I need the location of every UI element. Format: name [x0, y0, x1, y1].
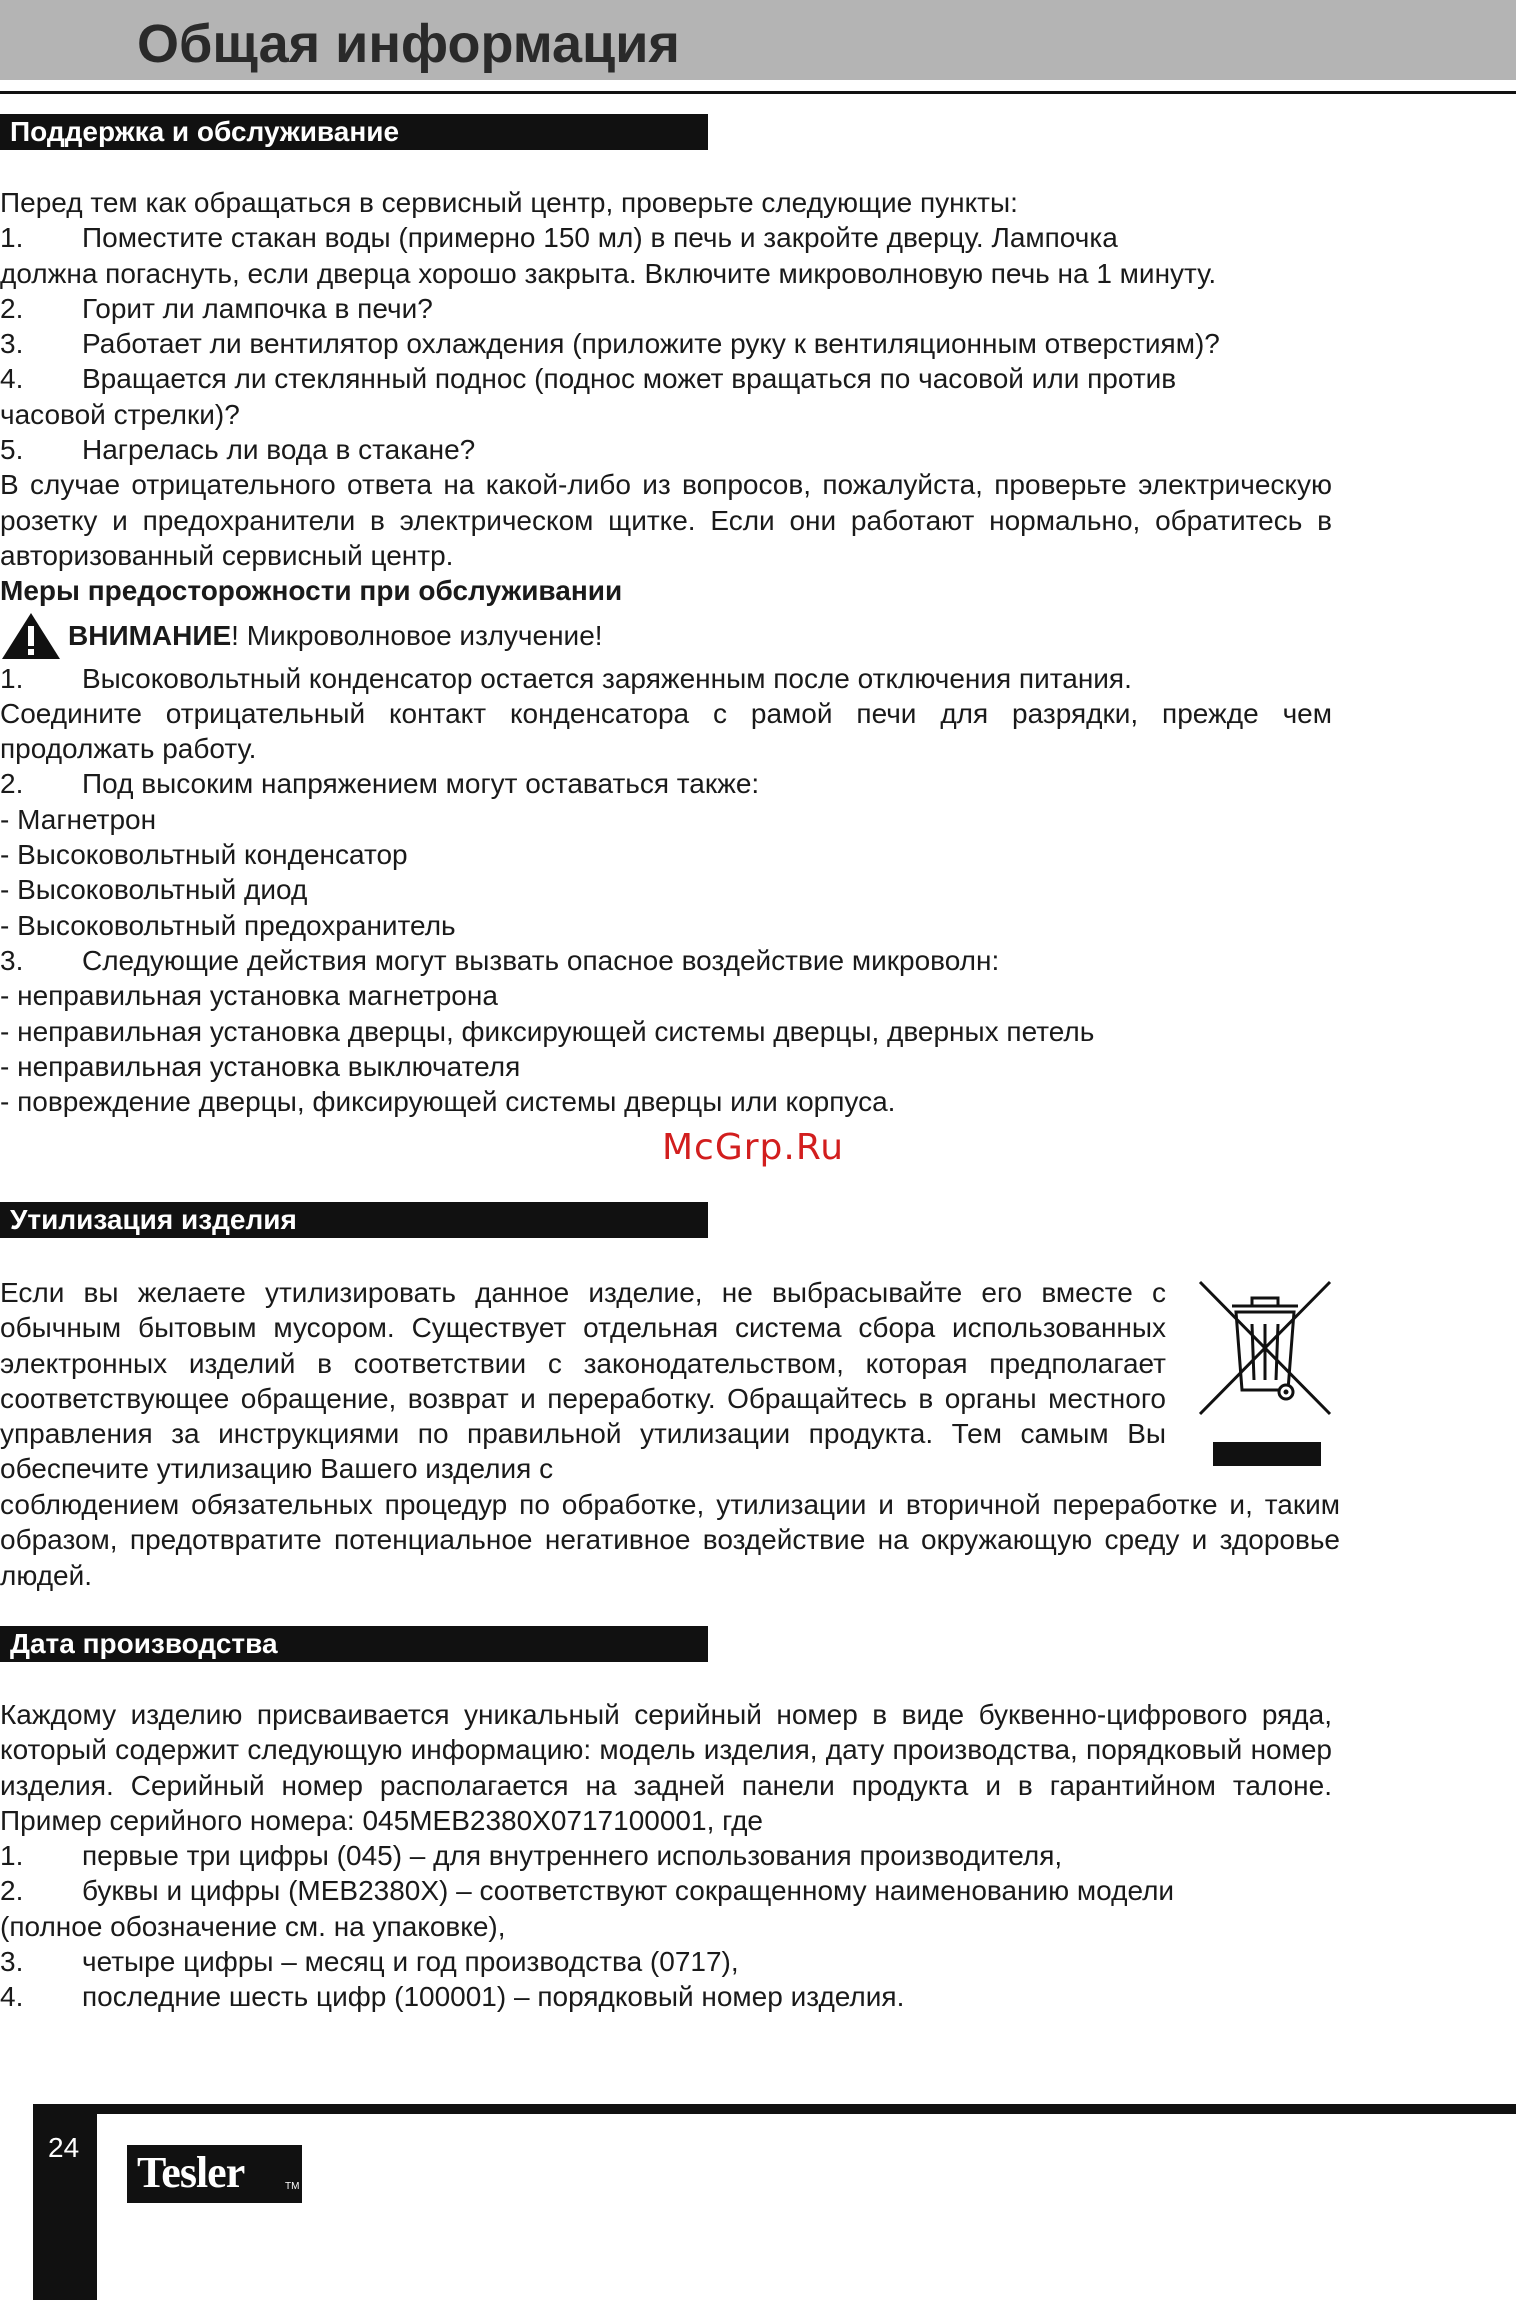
disposal-text: Если вы желаете утилизировать данное изделие, не выбрасывайте его вместе с обычным бытовым мусором. Существует отдельная система сбора использованных электронных изделий в соответствии с законодательством, которая предполагает соответствующее обращение, возврат и переработку. Обращайтесь в органы местного управления за инструкциями по правильной утилизации продукта. Тем самым Вы обеспечите утилизацию Вашего изделия с: [0, 1277, 1166, 1485]
item-number: 2.: [0, 1875, 24, 1907]
production-content: [0, 1697, 1332, 2015]
production-intro: Каждому изделию присваивается уникальный серийный номер в виде буквенно-цифрового ряда, который содержит следующую информацию: модель изделия, дату производства, порядковый номер изделия. Серийный номер располагается на задней панели продукта и в гарантийном талоне. Пример серийного номера: 045MEB2380X0717100001, где: [0, 1699, 1332, 1836]
danger-list-item: - неправильная установка выключателя: [0, 1050, 521, 1082]
list-item: [0, 220, 1332, 291]
list-item: [0, 1873, 1332, 1944]
logo-trademark: TM: [285, 2181, 300, 2192]
item-text: Под высоким напряжением могут оставаться также:: [82, 768, 760, 800]
list-item: [0, 1979, 1332, 2014]
list-item: [0, 766, 1332, 801]
list-item: [0, 661, 1332, 767]
item-text: Поместите стакан воды (примерно 150 мл) в печь и закройте дверцу. Лампочка: [82, 222, 1118, 254]
section-heading-support: Поддержка и обслуживание: [0, 114, 708, 150]
list-item: [0, 943, 1332, 978]
item-text: Высоковольтный конденсатор остается заряженным после отключения питания.: [82, 662, 1132, 694]
weee-bar: [1213, 1442, 1321, 1466]
item-number: 1.: [0, 1840, 24, 1872]
danger-list-item: - неправильная установка дверцы, фиксирующей системы дверцы, дверных петель: [0, 1015, 1095, 1047]
list-item: [0, 326, 1350, 361]
item-number: 5.: [0, 434, 24, 466]
watermark: McGrp.Ru: [662, 1127, 845, 1168]
item-text: Вращается ли стеклянный поднос (поднос может вращаться по часовой или против: [82, 363, 1177, 395]
support-outro: В случае отрицательного ответа на какой-либо из вопросов, пожалуйста, проверьте электрическую розетку и предохранители в электрическом щитке. Если они работают нормально, обратитесь в авторизованный сервисный центр.: [0, 469, 1332, 571]
hv-list-item: - Высоковольтный диод: [0, 874, 308, 906]
item-number: 3.: [0, 328, 24, 360]
support-content: [0, 185, 1332, 1119]
brand-logo: [127, 2145, 302, 2203]
section-heading-disposal: Утилизация изделия: [0, 1202, 708, 1238]
warning-text: ! Микроволновое излучение!: [231, 619, 603, 651]
list-item: [0, 1838, 1332, 1873]
item-text: четыре цифры – месяц и год производства (0717),: [82, 1946, 739, 1978]
page-title: Общая информация: [137, 14, 680, 74]
precautions-heading: Меры предосторожности при обслуживании: [0, 575, 623, 607]
item-number: 3.: [0, 944, 24, 976]
page-number: 24: [48, 2132, 80, 2163]
list-item: [0, 291, 1332, 326]
crossed-out-wheelie-bin-icon: [1196, 1278, 1334, 1418]
item-continuation: Соедините отрицательный контакт конденсатора с рамой печи для разрядки, прежде чем продолжать работу.: [0, 697, 1332, 765]
item-text: Нагрелась ли вода в стакане?: [82, 434, 476, 466]
item-text: последние шесть цифр (100001) – порядковый номер изделия.: [82, 1981, 905, 2013]
item-number: 1.: [0, 222, 24, 254]
logo-text: Tesler: [137, 2148, 245, 2197]
hv-list-item: - Магнетрон: [0, 803, 157, 835]
item-text: Следующие действия могут вызвать опасное воздействие микроволн:: [82, 944, 1000, 976]
item-number: 4.: [0, 363, 24, 395]
warning-line: [0, 611, 1332, 661]
item-continuation: часовой стрелки)?: [0, 398, 240, 430]
hv-list-item: - Высоковольтный предохранитель: [0, 909, 456, 941]
item-continuation: (полное обозначение см. на упаковке),: [0, 1910, 506, 1942]
support-intro: Перед тем как обращаться в сервисный центр, проверьте следующие пункты:: [0, 187, 1018, 218]
list-item: [0, 361, 1332, 432]
item-number: 3.: [0, 1946, 24, 1978]
item-continuation: должна погаснуть, если дверца хорошо закрыта. Включите микроволновую печь на 1 минуту.: [0, 257, 1217, 289]
item-number: 1.: [0, 662, 24, 694]
item-number: 2.: [0, 292, 24, 324]
danger-list-item: - повреждение дверцы, фиксирующей системы дверцы или корпуса.: [0, 1086, 896, 1118]
footer-rule: [33, 2104, 1516, 2114]
item-text: первые три цифры (045) – для внутреннего использования производителя,: [82, 1840, 1063, 1872]
warning-triangle-icon: [0, 611, 62, 661]
header-rule: [0, 91, 1516, 94]
disposal-text-wide-block: [0, 1487, 1340, 1593]
list-item: [0, 432, 1332, 467]
disposal-text-narrow-block: [0, 1275, 1166, 1487]
disposal-text-continued: соблюдением обязательных процедур по обработке, утилизации и вторичной переработке и, таким образом, предотвратите потенциальное негативное воздействие на окружающую среду и здоровье людей.: [0, 1489, 1340, 1591]
warning-label: ВНИМАНИЕ: [68, 619, 232, 651]
danger-list-item: - неправильная установка магнетрона: [0, 980, 498, 1012]
hv-list-item: - Высоковольтный конденсатор: [0, 839, 408, 871]
item-text: Работает ли вентилятор охлаждения (приложите руку к вентиляционным отверстиям)?: [82, 328, 1220, 360]
item-text: буквы и цифры (MEB2380X) – соответствуют сокращенному наименованию модели: [82, 1875, 1175, 1907]
section-heading-production: Дата производства: [0, 1626, 708, 1662]
item-number: 4.: [0, 1981, 24, 2013]
list-item: [0, 1944, 1332, 1979]
item-text: Горит ли лампочка в печи?: [82, 292, 433, 324]
item-number: 2.: [0, 768, 24, 800]
